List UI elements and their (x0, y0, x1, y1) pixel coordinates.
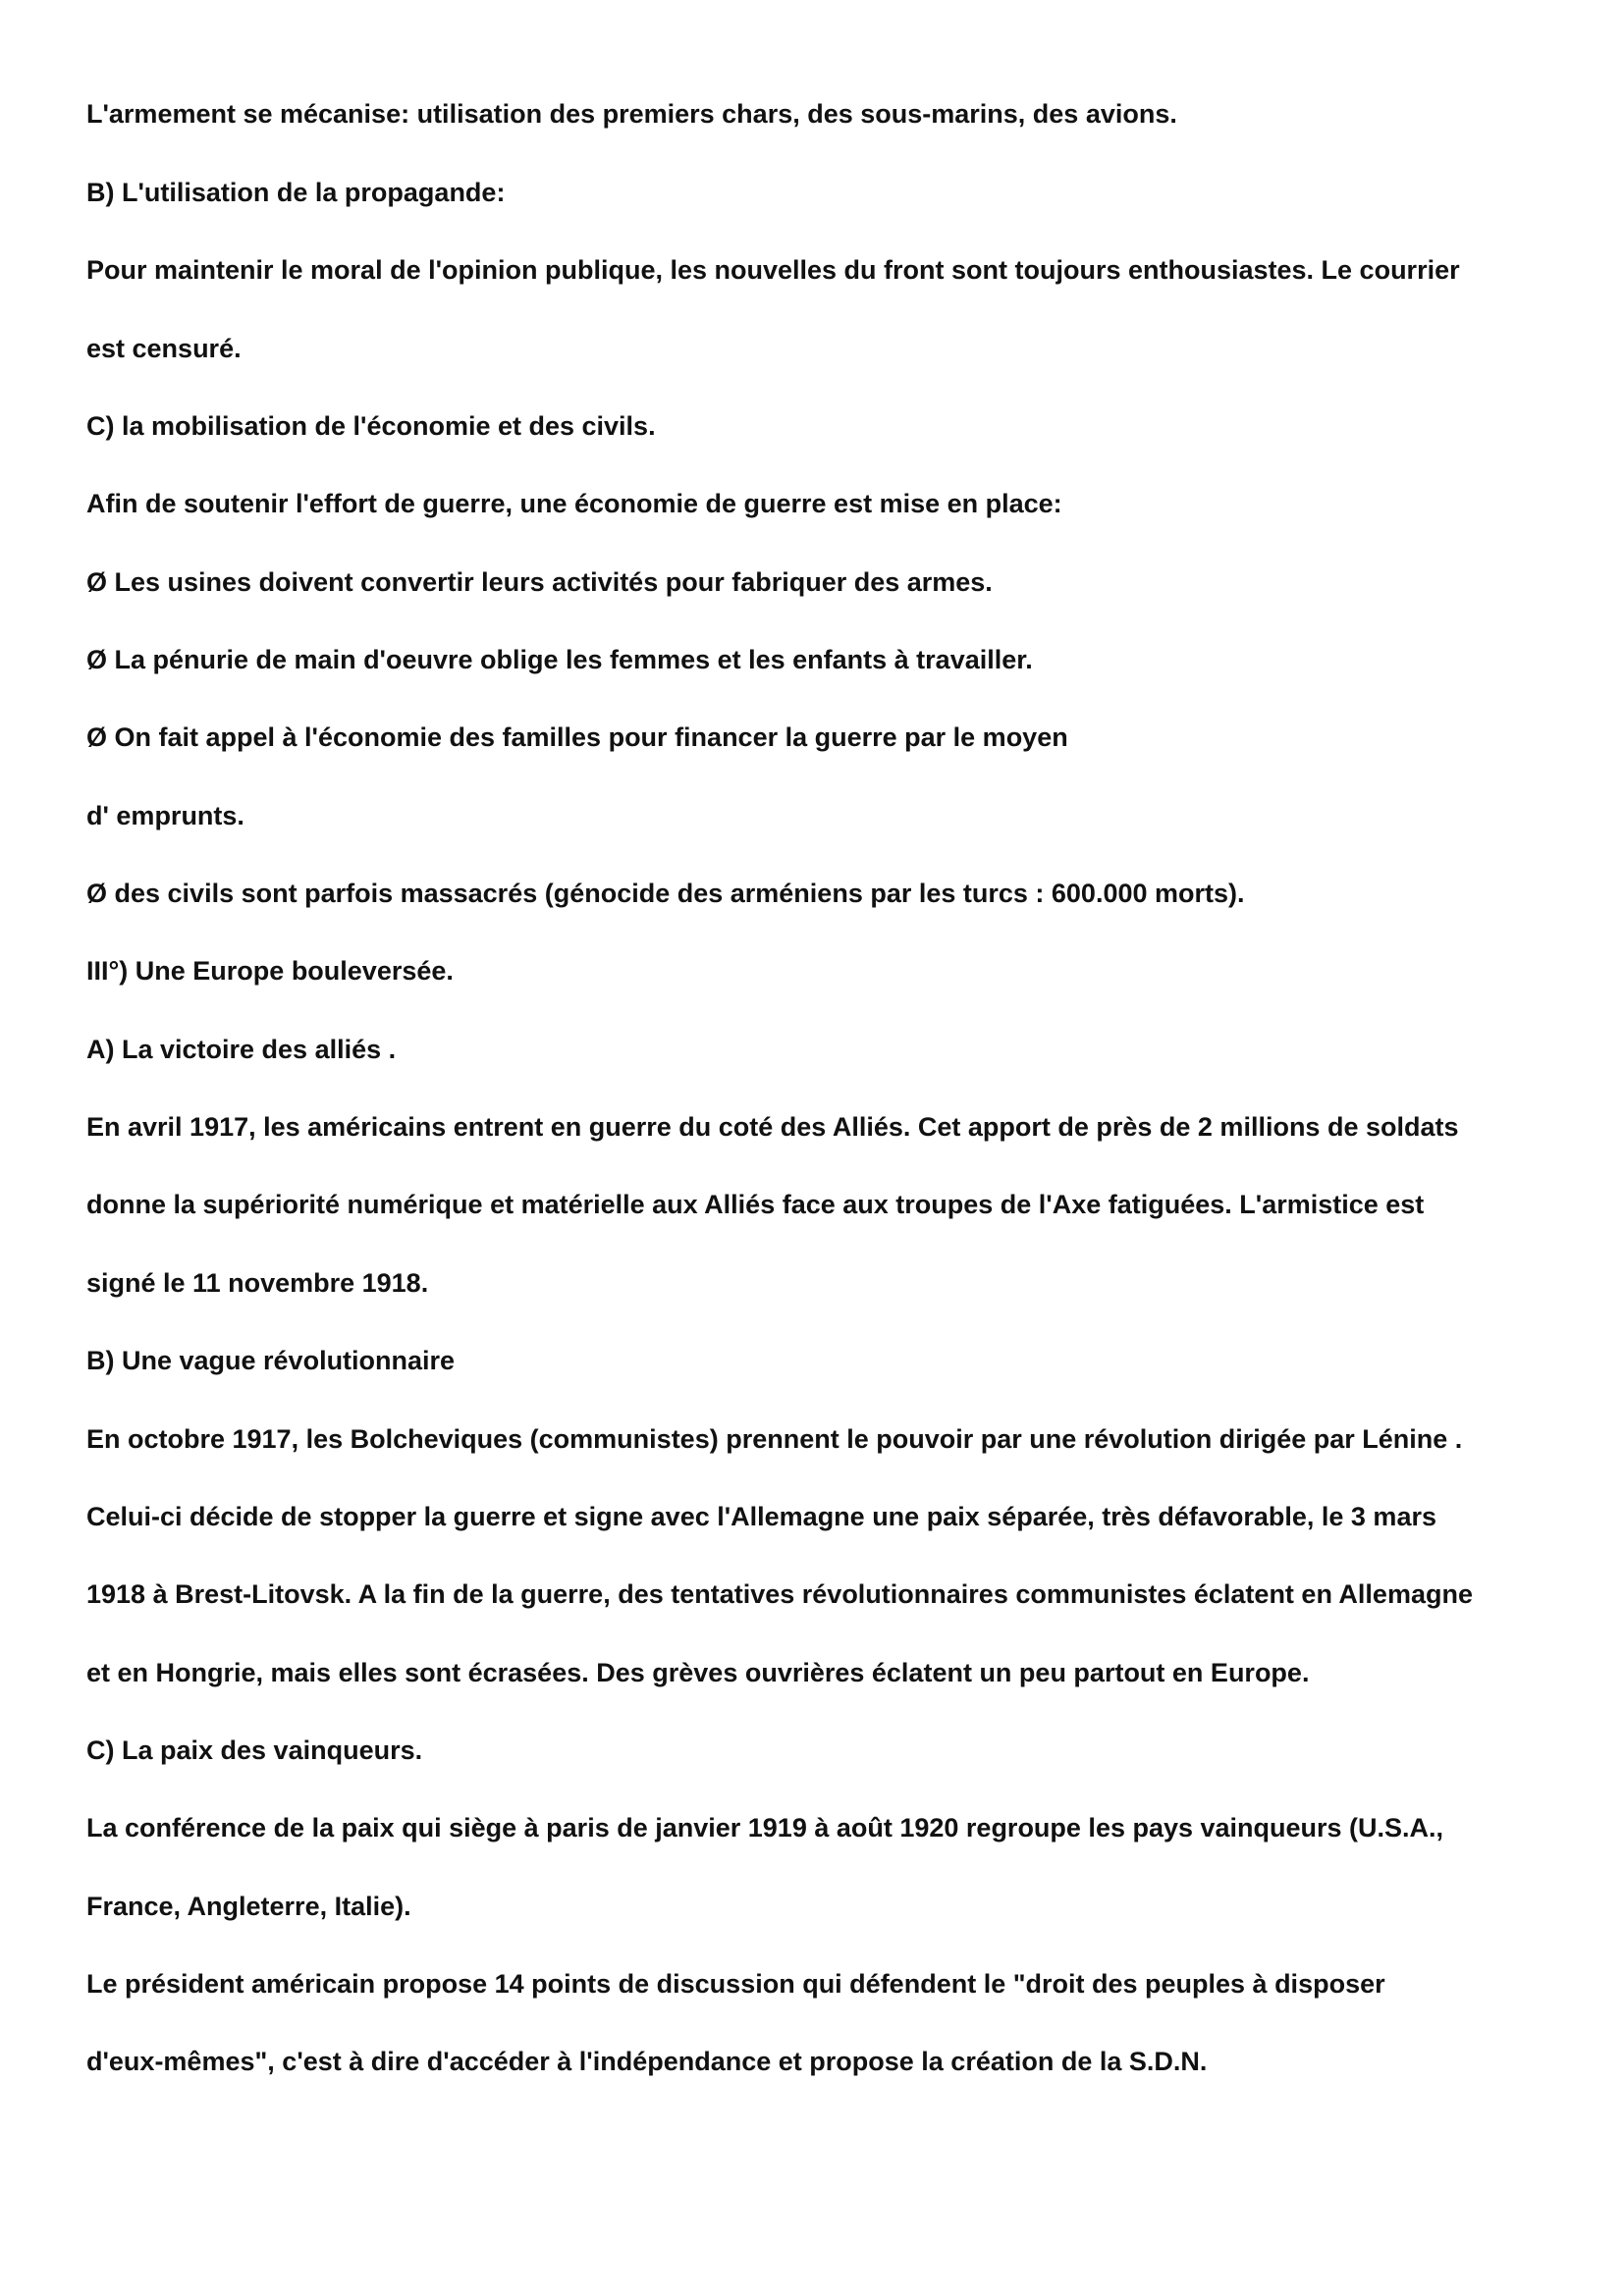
bullet-item: Ø des civils sont parfois massacrés (génocide des arméniens par les turcs : 600.000 morts). (86, 879, 1245, 908)
text-line: France, Angleterre, Italie). (86, 1892, 411, 1921)
bullet-item: Ø On fait appel à l'économie des familles pour financer la guerre par le moyen (86, 722, 1068, 752)
section-heading-victoire: A) La victoire des alliés . (86, 1035, 397, 1064)
text-line: Pour maintenir le moral de l'opinion publique, les nouvelles du front sont toujours enthousiastes. Le courrier (86, 255, 1460, 285)
section-heading-mobilisation: C) la mobilisation de l'économie et des civils. (86, 411, 656, 441)
text-line: L'armement se mécanise: utilisation des premiers chars, des sous-marins, des avions. (86, 99, 1177, 129)
text-line: est censuré. (86, 334, 242, 363)
text-line: signé le 11 novembre 1918. (86, 1268, 429, 1298)
bullet-item: Ø Les usines doivent convertir leurs activités pour fabriquer des armes. (86, 567, 993, 597)
text-line: Le président américain propose 14 points de discussion qui défendent le "droit des peuples à disposer (86, 1969, 1385, 1999)
text-line: Afin de soutenir l'effort de guerre, une économie de guerre est mise en place: (86, 489, 1062, 518)
text-line: 1918 à Brest-Litovsk. A la fin de la guerre, des tentatives révolutionnaires communistes éclatent en Allemagne (86, 1579, 1473, 1609)
text-line: La conférence de la paix qui siège à paris de janvier 1919 à août 1920 regroupe les pays vainqueurs (U.S.A., (86, 1813, 1444, 1842)
section-heading-revolution: B) Une vague révolutionnaire (86, 1346, 456, 1375)
text-line: Celui-ci décide de stopper la guerre et signe avec l'Allemagne une paix séparée, très défavorable, le 3 mars (86, 1502, 1436, 1531)
text-line: et en Hongrie, mais elles sont écrasées. Des grèves ouvrières éclatent un peu partout en Europe. (86, 1658, 1310, 1687)
section-heading-propaganda: B) L'utilisation de la propagande: (86, 178, 506, 207)
text-line: d'eux-mêmes", c'est à dire d'accéder à l'indépendance et propose la création de la S.D.N. (86, 2047, 1208, 2076)
text-line: En avril 1917, les américains entrent en guerre du coté des Alliés. Cet apport de près de 2 millions de soldats (86, 1112, 1459, 1142)
section-heading-paix: C) La paix des vainqueurs. (86, 1735, 423, 1765)
bullet-item: Ø La pénurie de main d'oeuvre oblige les femmes et les enfants à travailler. (86, 645, 1033, 674)
text-line: En octobre 1917, les Bolcheviques (communistes) prennent le pouvoir par une révolution dirigée par Lénine . (86, 1424, 1463, 1454)
text-line: d' emprunts. (86, 801, 244, 830)
section-heading-europe: III°) Une Europe bouleversée. (86, 956, 454, 986)
text-line: donne la supériorité numérique et matérielle aux Alliés face aux troupes de l'Axe fatiguées. L'armistice est (86, 1190, 1425, 1219)
